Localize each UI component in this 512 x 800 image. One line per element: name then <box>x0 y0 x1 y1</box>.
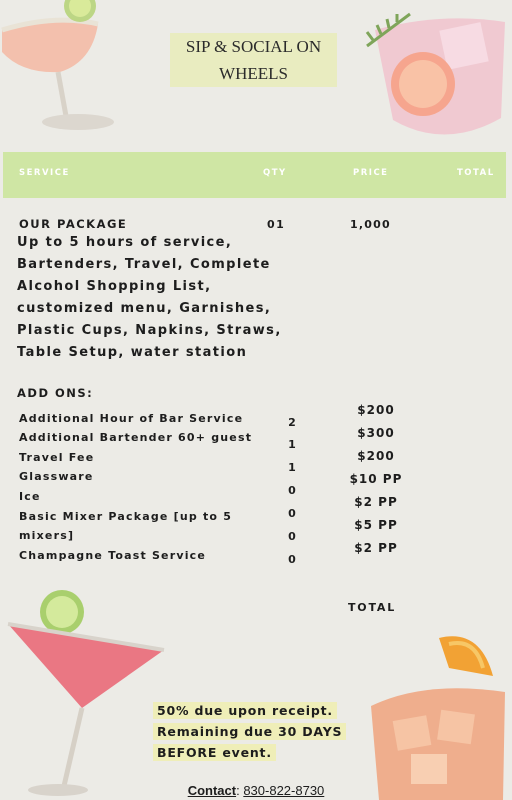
grapefruit-drink-illustration <box>365 0 512 150</box>
contact-line <box>0 783 512 798</box>
payment-note <box>153 700 346 763</box>
addon-price: $2 PP <box>354 541 398 555</box>
column-header-qty: QTY <box>263 168 287 178</box>
contact-phone[interactable]: 830-822-8730 <box>243 783 325 798</box>
package-description-line: customized menu, Garnishes, <box>17 301 272 316</box>
package-description-line: Up to 5 hours of service, <box>17 235 233 250</box>
package-description <box>17 232 287 364</box>
cosmopolitan-glass-illustration <box>0 590 170 800</box>
addon-name: Travel Fee <box>19 451 95 464</box>
addon-name: mixers] <box>19 529 75 542</box>
addon-price: $2 PP <box>354 495 398 509</box>
package-description-line: Table Setup, water station <box>17 345 248 360</box>
package-qty: 01 <box>267 218 286 231</box>
addon-qty: 2 <box>288 416 296 429</box>
addon-name: Additional Hour of Bar Service <box>19 412 244 425</box>
table-header-bar <box>3 152 506 198</box>
column-header-price: PRICE <box>353 168 389 178</box>
contact-label: Contact <box>187 783 237 798</box>
orange-iced-drink-illustration <box>365 628 512 800</box>
addon-price: $5 PP <box>354 518 398 532</box>
addon-name: Basic Mixer Package [up to 5 <box>19 510 233 523</box>
payment-note-line: Remaining due 30 DAYS <box>153 723 346 740</box>
addon-price: $10 PP <box>349 472 403 486</box>
addon-qty: 1 <box>288 438 296 451</box>
addon-qty: 1 <box>288 461 296 474</box>
addons-label: ADD ONS: <box>17 386 94 400</box>
addon-name: Ice <box>19 490 41 503</box>
package-label: OUR PACKAGE <box>19 217 128 231</box>
addon-qty: 0 <box>288 484 296 497</box>
addon-name: Additional Bartender 60+ guest <box>19 431 253 444</box>
addon-qty: 0 <box>288 530 296 543</box>
payment-note-line: BEFORE event. <box>153 744 276 761</box>
addon-qty: 0 <box>288 553 296 566</box>
addon-name: Champagne Toast Service <box>19 549 207 562</box>
package-description-line: Alcohol Shopping List, <box>17 279 212 294</box>
column-header-total: TOTAL <box>457 168 495 178</box>
package-description-line: Plastic Cups, Napkins, Straws, <box>17 323 282 338</box>
page-title: SIP & SOCIAL ON WHEELS <box>170 33 337 87</box>
addon-price: $200 <box>357 403 395 417</box>
margarita-glass-illustration <box>0 0 120 135</box>
addon-price: $300 <box>357 426 395 440</box>
package-price: 1,000 <box>350 218 391 231</box>
addon-price: $200 <box>357 449 395 463</box>
contact-separator: : <box>236 783 244 798</box>
total-label: TOTAL <box>348 601 397 614</box>
addon-name: Glassware <box>19 470 94 483</box>
package-description-line: Bartenders, Travel, Complete <box>17 257 271 272</box>
addon-qty: 0 <box>288 507 296 520</box>
column-header-service: SERVICE <box>19 168 70 178</box>
payment-note-line: 50% due upon receipt. <box>153 702 337 719</box>
